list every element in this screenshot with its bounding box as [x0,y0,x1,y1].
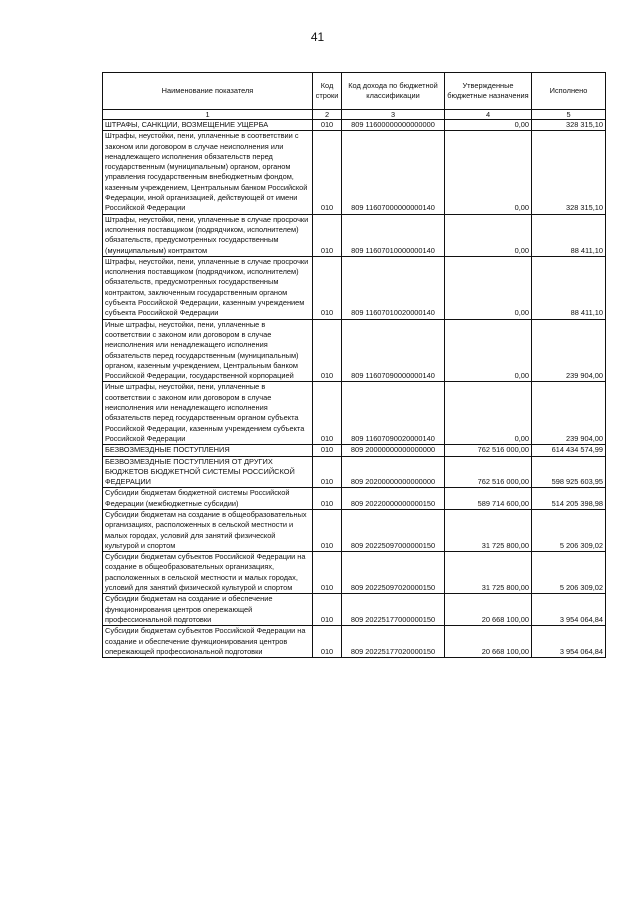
indicator-name: БЕЗВОЗМЕЗДНЫЕ ПОСТУПЛЕНИЯ [103,445,313,456]
table-row [103,214,606,256]
indicator-name: Субсидии бюджетам субъектов Российской Федерации на создание и обеспечение функционирования центров опережающей профессиональной подготовки [103,626,313,658]
income-code: 809 20200000000000000 [342,456,445,488]
income-code: 809 11600000000000000 [342,120,445,131]
indicator-name: Иные штрафы, неустойки, пени, уплаченные в соответствии с законом или договором в случае неисполнения или ненадлежащего исполнения обязательств перед государственным (муниципальным) органом, казенным учреждением, Центральным банком Российской Федерации, государственной корпорацией [103,319,313,382]
line-code: 010 [313,256,342,319]
executed-amount: 239 904,00 [532,382,606,445]
header-line-code: Код строки [313,73,342,110]
indicator-name: Субсидии бюджетам на создание в общеобразовательных организациях, расположенных в сельской местности и малых городах, условий для занятий физической культурой и спортом [103,509,313,551]
approved-amount: 589 714 600,00 [445,488,532,510]
income-code: 809 11607010000000140 [342,214,445,256]
executed-amount: 88 411,10 [532,256,606,319]
income-code: 809 11607090000000140 [342,319,445,382]
executed-amount: 3 954 064,84 [532,594,606,626]
line-code: 010 [313,120,342,131]
page-number: 41 [310,30,325,44]
table-row [103,120,606,131]
table-row [103,131,606,214]
column-number: 1 [103,110,313,120]
approved-amount: 0,00 [445,131,532,214]
table-row [103,382,606,445]
line-code: 010 [313,214,342,256]
income-code: 809 20000000000000000 [342,445,445,456]
executed-amount: 328 315,10 [532,120,606,131]
indicator-name: ШТРАФЫ, САНКЦИИ, ВОЗМЕЩЕНИЕ УЩЕРБА [103,120,313,131]
approved-amount: 0,00 [445,256,532,319]
table-row [103,488,606,510]
executed-amount: 514 205 398,98 [532,488,606,510]
executed-amount: 239 904,00 [532,319,606,382]
approved-amount: 31 725 800,00 [445,552,532,594]
approved-amount: 762 516 000,00 [445,445,532,456]
table-row [103,626,606,658]
executed-amount: 598 925 603,95 [532,456,606,488]
indicator-name: Субсидии бюджетам на создание и обеспечение функционирования центров опережающей профессиональной подготовки [103,594,313,626]
income-code: 809 20225097000000150 [342,509,445,551]
executed-amount: 88 411,10 [532,214,606,256]
table-row [103,319,606,382]
line-code: 010 [313,488,342,510]
line-code: 010 [313,382,342,445]
approved-amount: 20 668 100,00 [445,626,532,658]
executed-amount: 328 315,10 [532,131,606,214]
indicator-name: Субсидии бюджетам субъектов Российской Федерации на создание в общеобразовательных организациях, расположенных в сельской местности и малых городах, условий для занятий физической культурой и спортом [103,552,313,594]
table-row [103,552,606,594]
income-code: 809 11607010020000140 [342,256,445,319]
line-code: 010 [313,509,342,551]
approved-amount: 31 725 800,00 [445,509,532,551]
table-row [103,445,606,456]
header-approved: Утвержденные бюджетные назначения [445,73,532,110]
approved-amount: 0,00 [445,120,532,131]
income-code: 809 20225177000000150 [342,594,445,626]
indicator-name: БЕЗВОЗМЕЗДНЫЕ ПОСТУПЛЕНИЯ ОТ ДРУГИХ БЮДЖЕТОВ БЮДЖЕТНОЙ СИСТЕМЫ РОССИЙСКОЙ ФЕДЕРАЦИИ [103,456,313,488]
line-code: 010 [313,445,342,456]
income-code: 809 20225097020000150 [342,552,445,594]
indicator-name: Иные штрафы, неустойки, пени, уплаченные в соответствии с законом или договором в случае неисполнения или ненадлежащего исполнения обязательств перед государственным органом субъекта Российской Федерации, казенным учреждением субъекта Российской Федерации [103,382,313,445]
indicator-name: Субсидии бюджетам бюджетной системы Российской Федерации (межбюджетные субсидии) [103,488,313,510]
header-row [103,73,606,110]
table-row [103,456,606,488]
indicator-name: Штрафы, неустойки, пени, уплаченные в случае просрочки исполнения поставщиком (подрядчиком, исполнителем) обязательств, предусмотренных государственным (муниципальным) контрактом [103,214,313,256]
column-number: 3 [342,110,445,120]
header-income-code: Код дохода по бюджетной классификации [342,73,445,110]
line-code: 010 [313,456,342,488]
table-row [103,509,606,551]
approved-amount: 762 516 000,00 [445,456,532,488]
income-code: 809 11607000000000140 [342,131,445,214]
indicator-name: Штрафы, неустойки, пени, уплаченные в соответствии с законом или договором в случае неисполнения или ненадлежащего исполнения обязательств перед государственным (муниципальным) органом, органом управления государственным внебюджетным фондом, казенным учреждением, Центральным банком Российской Федерации, иной организацией, действующей от имени Российской Федерации [103,131,313,214]
header-indicator-name: Наименование показателя [103,73,313,110]
table-row [103,594,606,626]
line-code: 010 [313,626,342,658]
table-row [103,256,606,319]
executed-amount: 3 954 064,84 [532,626,606,658]
column-number: 5 [532,110,606,120]
budget-execution-table [102,72,606,658]
approved-amount: 0,00 [445,319,532,382]
approved-amount: 0,00 [445,382,532,445]
executed-amount: 5 206 309,02 [532,552,606,594]
header-executed: Исполнено [532,73,606,110]
line-code: 010 [313,594,342,626]
approved-amount: 20 668 100,00 [445,594,532,626]
column-number: 2 [313,110,342,120]
income-code: 809 20220000000000150 [342,488,445,510]
line-code: 010 [313,131,342,214]
income-code: 809 11607090020000140 [342,382,445,445]
column-number-row [103,110,606,120]
line-code: 010 [313,552,342,594]
income-code: 809 20225177020000150 [342,626,445,658]
approved-amount: 0,00 [445,214,532,256]
indicator-name: Штрафы, неустойки, пени, уплаченные в случае просрочки исполнения поставщиком (подрядчиком, исполнителем) обязательств, предусмотренных государственным контрактом, заключенным государственным органом субъекта Российской Федерации, казенным учреждением субъекта Российской Федерации [103,256,313,319]
executed-amount: 5 206 309,02 [532,509,606,551]
column-number: 4 [445,110,532,120]
line-code: 010 [313,319,342,382]
executed-amount: 614 434 574,99 [532,445,606,456]
